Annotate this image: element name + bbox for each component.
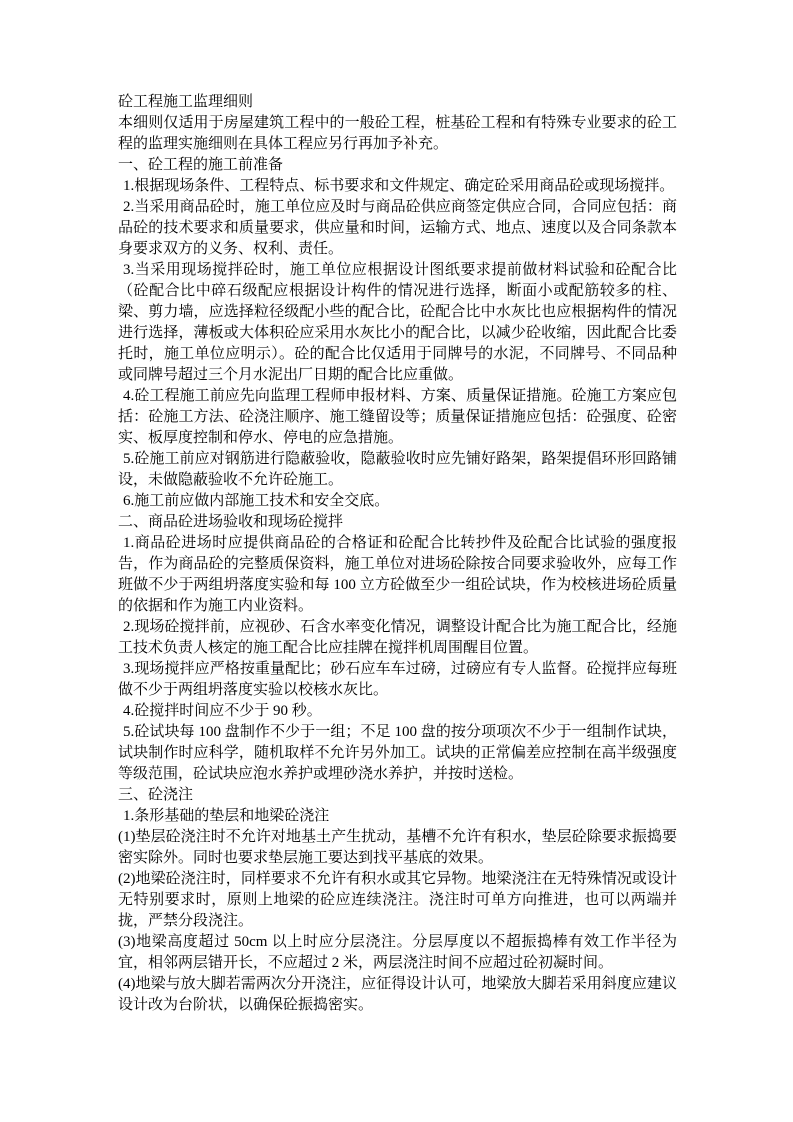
paragraph: 本细则仅适用于房屋建筑工程中的一般砼工程，桩基砼工程和有特殊专业要求的砼工程的监理实施细则在具体工程应另行再加予补充。 <box>118 115 677 152</box>
paragraph: 5.砼试块每 100 盘制作不少于一组；不足 100 盘的按分项项次不少于一组制作试块，试块制作时应科学，随机取样不允许另外加工。试块的正常偏差应控制在高半级强度等级范围，砼试块应泡水养护或埋砂浇水养护，并按时送检。 <box>118 724 677 782</box>
paragraph: 2.当采用商品砼时，施工单位应及时与商品砼供应商签定供应合同，合同应包括：商品砼的技术要求和质量要求，供应量和时间，运输方式、地点、速度以及合同条款本身要求双方的义务、权利、责任。 <box>118 199 677 257</box>
section-heading: 三、砼浇注 <box>118 787 194 803</box>
paragraph: (2)地梁砼浇注时，同样要求不允许有积水或其它异物。地梁浇注在无特殊情况或设计无特别要求时，原则上地梁的砼应连续浇注。浇注时可单方向推进，也可以两端并拢，严禁分段浇注。 <box>118 871 677 929</box>
paragraph: 1.条形基础的垫层和地梁砼浇注 <box>123 808 330 824</box>
paragraph: 1.根据现场条件、工程特点、标书要求和文件规定、确定砼采用商品砼或现场搅拌。 <box>123 178 675 194</box>
paragraph: (4)地梁与放大脚若需两次分开浇注，应征得设计认可，地梁放大脚若采用斜度应建议设计改为台阶状，以确保砼振捣密实。 <box>118 976 677 1013</box>
paragraph: 3.现场搅拌应严格按重量配比；砂石应车车过磅，过磅应有专人监督。砼搅拌应每班做不少于两组坍落度实验以校核水灰比。 <box>118 661 677 698</box>
document-body <box>118 92 677 1016</box>
paragraph: 6.施工前应做内部施工技术和安全交底。 <box>123 493 390 509</box>
paragraph: 4.砼搅拌时间应不少于 90 秒。 <box>123 703 322 719</box>
paragraph: 5.砼施工前应对钢筋进行隐蔽验收，隐蔽验收时应先铺好路架，路架提倡环形回路铺设，未做隐蔽验收不允许砼施工。 <box>118 451 677 488</box>
document-title: 砼工程施工监理细则 <box>118 94 254 110</box>
paragraph: (3)地梁高度超过 50cm 以上时应分层浇注。分层厚度以不超振捣棒有效工作半径为宜，相邻两层错开长，不应超过 2 米，两层浇注时间不应超过砼初凝时间。 <box>118 934 677 971</box>
paragraph: 4.砼工程施工前应先向监理工程师申报材料、方案、质量保证措施。砼施工方案应包括：砼施工方法、砼浇注顺序、施工缝留设等；质量保证措施应包括：砼强度、砼密实、板厚度控制和停水、停电的应急措施。 <box>118 388 677 446</box>
section-heading: 一、砼工程的施工前准备 <box>118 157 284 173</box>
paragraph: 3.当采用现场搅拌砼时，施工单位应根据设计图纸要求提前做材料试验和砼配合比（砼配合比中碎石级配应根据设计构件的情况进行选择，断面小或配筋较多的柱、梁、剪力墙，应选择粒径级配小些的配合比，砼配合比中水灰比也应根据构件的情况进行选择，薄板或大体积砼应采用水灰比小的配合比，以减少砼收缩，因此配合比委托时，施工单位应明示）。砼的配合比仅适用于同牌号的水泥，不同牌号、不同品种或同牌号超过三个月水泥出厂日期的配合比应重做。 <box>118 262 677 383</box>
paragraph: 1.商品砼进场时应提供商品砼的合格证和砼配合比转抄件及砼配合比试验的强度报告，作为商品砼的完整质保资料，施工单位对进场砼除按合同要求验收外，应每工作班做不少于两组坍落度实验和每 100 立方砼做至少一组砼试块，作为校核进场砼质量的依据和作为施工内业资料。 <box>118 535 677 614</box>
section-heading: 二、商品砼进场验收和现场砼搅拌 <box>118 514 344 530</box>
paragraph: 2.现场砼搅拌前，应视砂、石含水率变化情况，调整设计配合比为施工配合比，经施工技术负责人核定的施工配合比应挂牌在搅拌机周围醒目位置。 <box>118 619 677 656</box>
paragraph: (1)垫层砼浇注时不允许对地基土产生扰动，基槽不允许有积水，垫层砼除要求振捣要密实除外。同时也要求垫层施工要达到找平基底的效果。 <box>118 829 677 866</box>
